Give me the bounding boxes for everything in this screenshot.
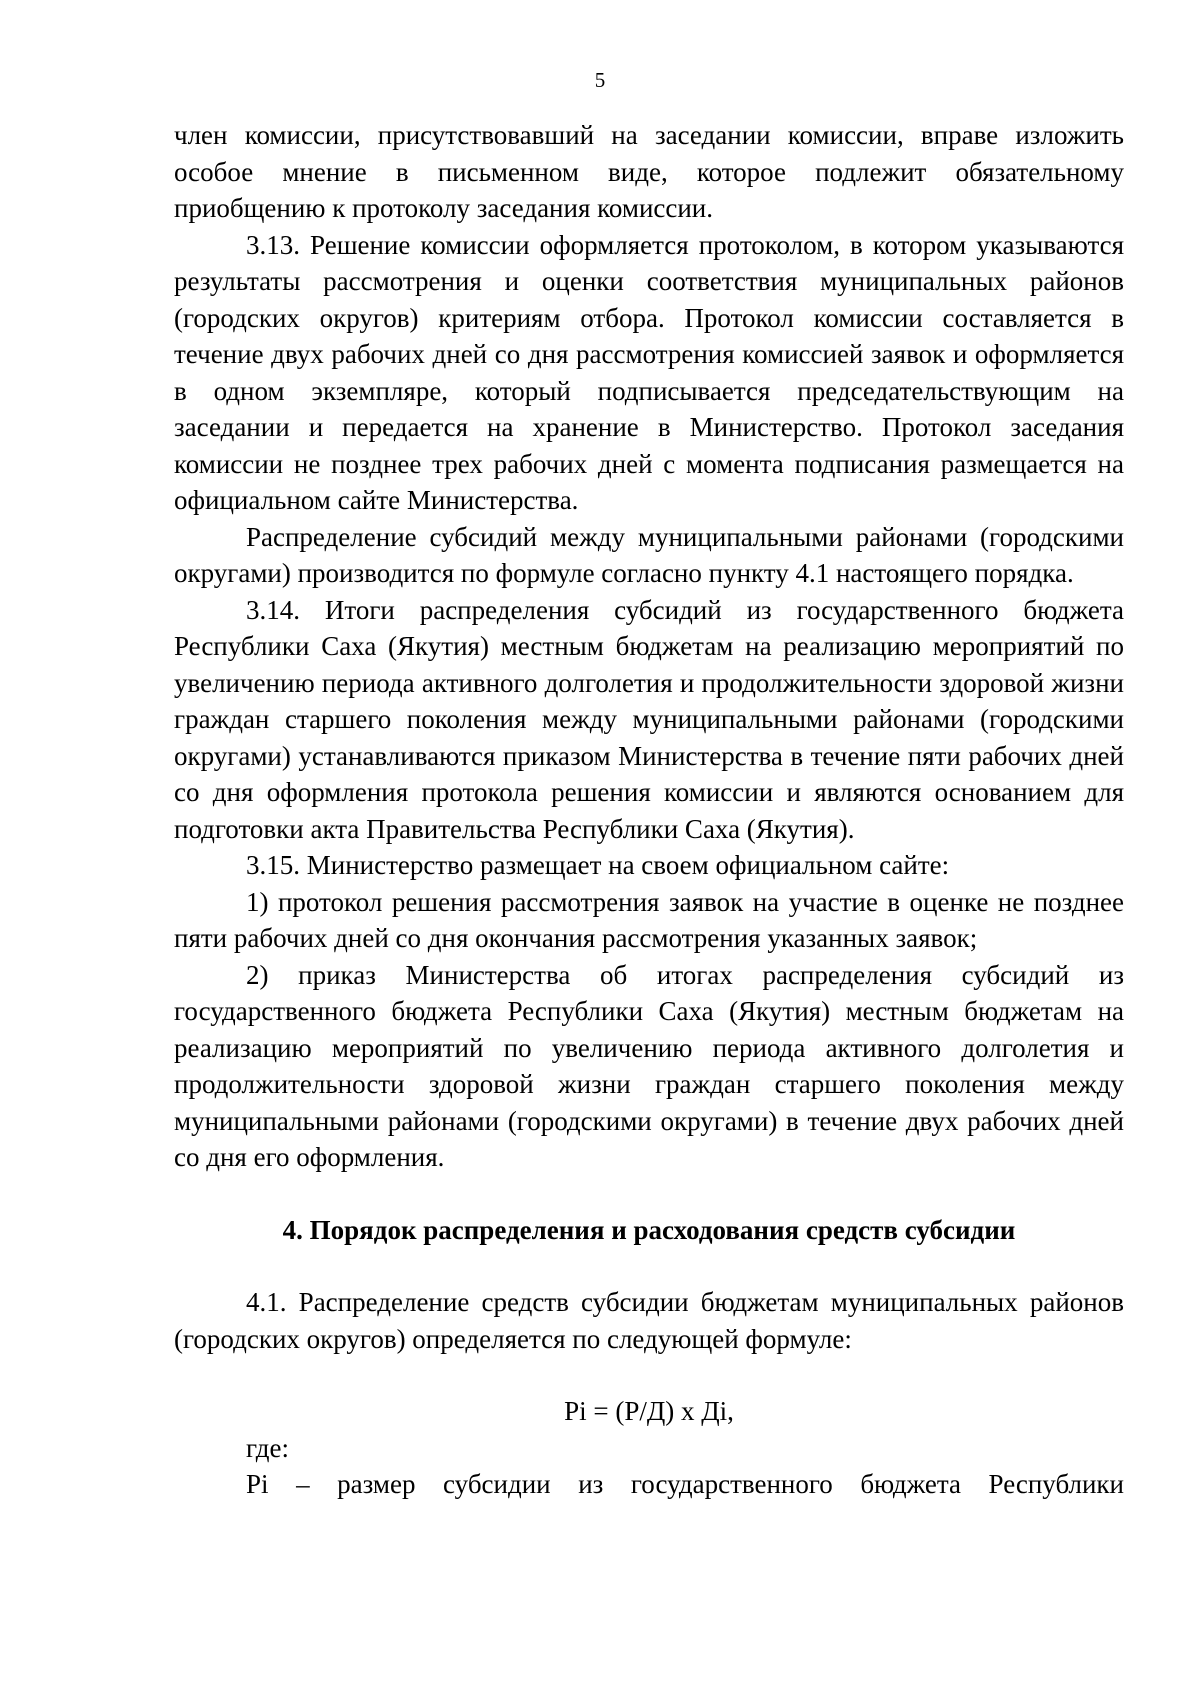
section-heading-4: 4. Порядок распределения и расходования средств субсидии xyxy=(282,1214,1016,1245)
formula: Pi = (Р/Д) х Дi, xyxy=(564,1396,734,1426)
list-item-1-protocol: 1) протокол решения рассмотрения заявок на участие в оценке не позднее пяти рабочих дней со дня окончания рассмотрения указанных заявок; xyxy=(174,886,1124,953)
paragraph-3-15: 3.15. Министерство размещает на своем официальном сайте: xyxy=(246,850,950,880)
paragraph-4-1: 4.1. Распределение средств субсидии бюджетам муниципальных районов (городских округов) определяется по следующей формуле: xyxy=(174,1287,1124,1354)
paragraph-3-14: 3.14. Итоги распределения субсидий из государственного бюджета Республики Саха (Якутия) местным бюджетам на реализацию мероприятий по увеличению периода активного долголетия и продолжительности здоровой жизни граждан старшего поколения между муниципальными районами (городскими округами) устанавливаются приказом Министерства в течение пяти рабочих дней со дня оформления протокола решения комиссии и являются основанием для подготовки акта Правительства Республики Саха (Якутия). xyxy=(174,594,1124,844)
definition-pi: Pi – размер субсидии из государственного бюджета Республики xyxy=(246,1469,1124,1499)
paragraph-member-opinion: член комиссии, присутствовавший на заседании комиссии, вправе изложить особое мнение в письменном виде, которое подлежит обязательному приобщению к протоколу заседания комиссии. xyxy=(174,120,1124,223)
document-body xyxy=(174,117,1124,1503)
paragraph-3-13: 3.13. Решение комиссии оформляется протоколом, в котором указываются результаты рассмотрения и оценки соответствия муниципальных районов (городских округов) критериям отбора. Протокол комиссии составляется в течение двух рабочих дней со дня рассмотрения комиссией заявок и оформляется в одном экземпляре, который подписывается председательствующим на заседании и передается на хранение в Министерство. Протокол заседания комиссии не позднее трех рабочих дней с момента подписания размещается на официальном сайте Министерства. xyxy=(174,229,1124,515)
page-number: 5 xyxy=(594,68,606,92)
list-item-2-order: 2) приказ Министерства об итогах распределения субсидий из государственного бюджета Республики Саха (Якутия) местным бюджетам на реализацию мероприятий по увеличению периода активного долголетия и продолжительности здоровой жизни граждан старшего поколения между муниципальными районами (городскими округами) в течение двух рабочих дней со дня его оформления. xyxy=(174,959,1124,1172)
where-label: где: xyxy=(246,1432,289,1463)
paragraph-distribution-formula-ref: Распределение субсидий между муниципальными районами (городскими округами) производится по формуле согласно пункту 4.1 настоящего порядка. xyxy=(174,521,1124,588)
